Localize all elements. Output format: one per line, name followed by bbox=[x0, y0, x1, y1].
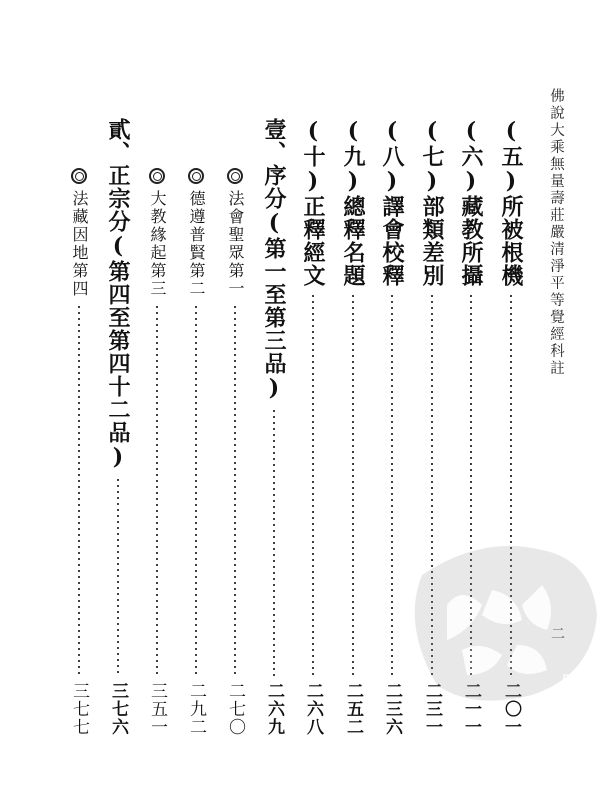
toc-entry-preface[interactable] bbox=[259, 118, 289, 748]
toc-entry-8[interactable] bbox=[377, 118, 407, 748]
running-header-book-title: 佛說大乘無量壽莊嚴清淨平等覺經科註 bbox=[548, 88, 564, 377]
toc-entry-page: 二〇一 bbox=[501, 682, 521, 736]
double-circle-icon bbox=[149, 168, 165, 184]
toc-entry-main-section[interactable] bbox=[103, 118, 133, 748]
leader-dots bbox=[273, 408, 275, 676]
leader-dots bbox=[117, 477, 119, 676]
toc-entry-5[interactable] bbox=[496, 118, 526, 748]
toc-entry-page: 三七七 bbox=[69, 682, 89, 736]
watermark-text: PDG bbox=[562, 673, 593, 689]
toc-entry-page: 三五一 bbox=[147, 682, 167, 736]
toc-entry-chapter-2[interactable] bbox=[181, 168, 211, 748]
leader-dots bbox=[156, 304, 158, 676]
leader-dots bbox=[312, 293, 314, 676]
toc-entry-chapter-1[interactable] bbox=[220, 168, 250, 748]
toc-entry-title: (十)正釋經文 bbox=[300, 118, 326, 287]
toc-entry-chapter-3[interactable] bbox=[142, 168, 172, 748]
double-circle-icon bbox=[71, 168, 87, 184]
toc-entry-7[interactable] bbox=[417, 118, 447, 748]
toc-entry-title: (六)藏教所攝 bbox=[458, 118, 484, 287]
toc-entry-page: 三七六 bbox=[108, 682, 128, 736]
leader-dots bbox=[352, 293, 354, 676]
toc-entry-title: 法藏因地第四 bbox=[70, 190, 89, 298]
toc-entry-page: 二五二 bbox=[343, 682, 363, 736]
page-number: 二 bbox=[549, 626, 565, 640]
leader-dots bbox=[510, 293, 512, 676]
toc-entry-title: (九)總釋名題 bbox=[340, 118, 366, 287]
toc-entry-chapter-4[interactable] bbox=[64, 168, 94, 748]
double-circle-icon bbox=[188, 168, 204, 184]
leader-dots bbox=[470, 293, 472, 676]
toc-entry-page: 二一一 bbox=[461, 682, 481, 736]
leader-dots bbox=[234, 304, 236, 676]
toc-entry-title: 貳、正宗分(第四至第四十二品) bbox=[105, 118, 131, 471]
toc-entry-page: 二九二 bbox=[186, 682, 206, 736]
toc-entry-page: 二三六 bbox=[382, 682, 402, 736]
toc-entry-title: 德遵普賢第二 bbox=[187, 190, 206, 298]
toc-entry-page: 二六九 bbox=[264, 682, 284, 736]
toc-entry-page: 二三一 bbox=[422, 682, 442, 736]
toc-entry-page: 二六八 bbox=[303, 682, 323, 736]
toc-entry-page: 二七〇 bbox=[225, 682, 245, 736]
toc-entry-title: (五)所被根機 bbox=[498, 118, 524, 287]
toc-entry-title: 壹、序分(第一至第三品) bbox=[261, 118, 287, 402]
toc-entry-6[interactable] bbox=[456, 118, 486, 748]
leader-dots bbox=[391, 293, 393, 676]
toc-entry-title: 大教緣起第三 bbox=[148, 190, 167, 298]
toc-entry-9[interactable] bbox=[338, 118, 368, 748]
leader-dots bbox=[195, 304, 197, 676]
toc-entry-title: (七)部類差別 bbox=[419, 118, 445, 287]
toc-entry-title: (八)譯會校釋 bbox=[379, 118, 405, 287]
leader-dots bbox=[78, 304, 80, 676]
double-circle-icon bbox=[227, 168, 243, 184]
toc-entry-10[interactable] bbox=[298, 118, 328, 748]
toc-entry-title: 法會聖眾第一 bbox=[226, 190, 245, 298]
leader-dots bbox=[431, 293, 433, 676]
